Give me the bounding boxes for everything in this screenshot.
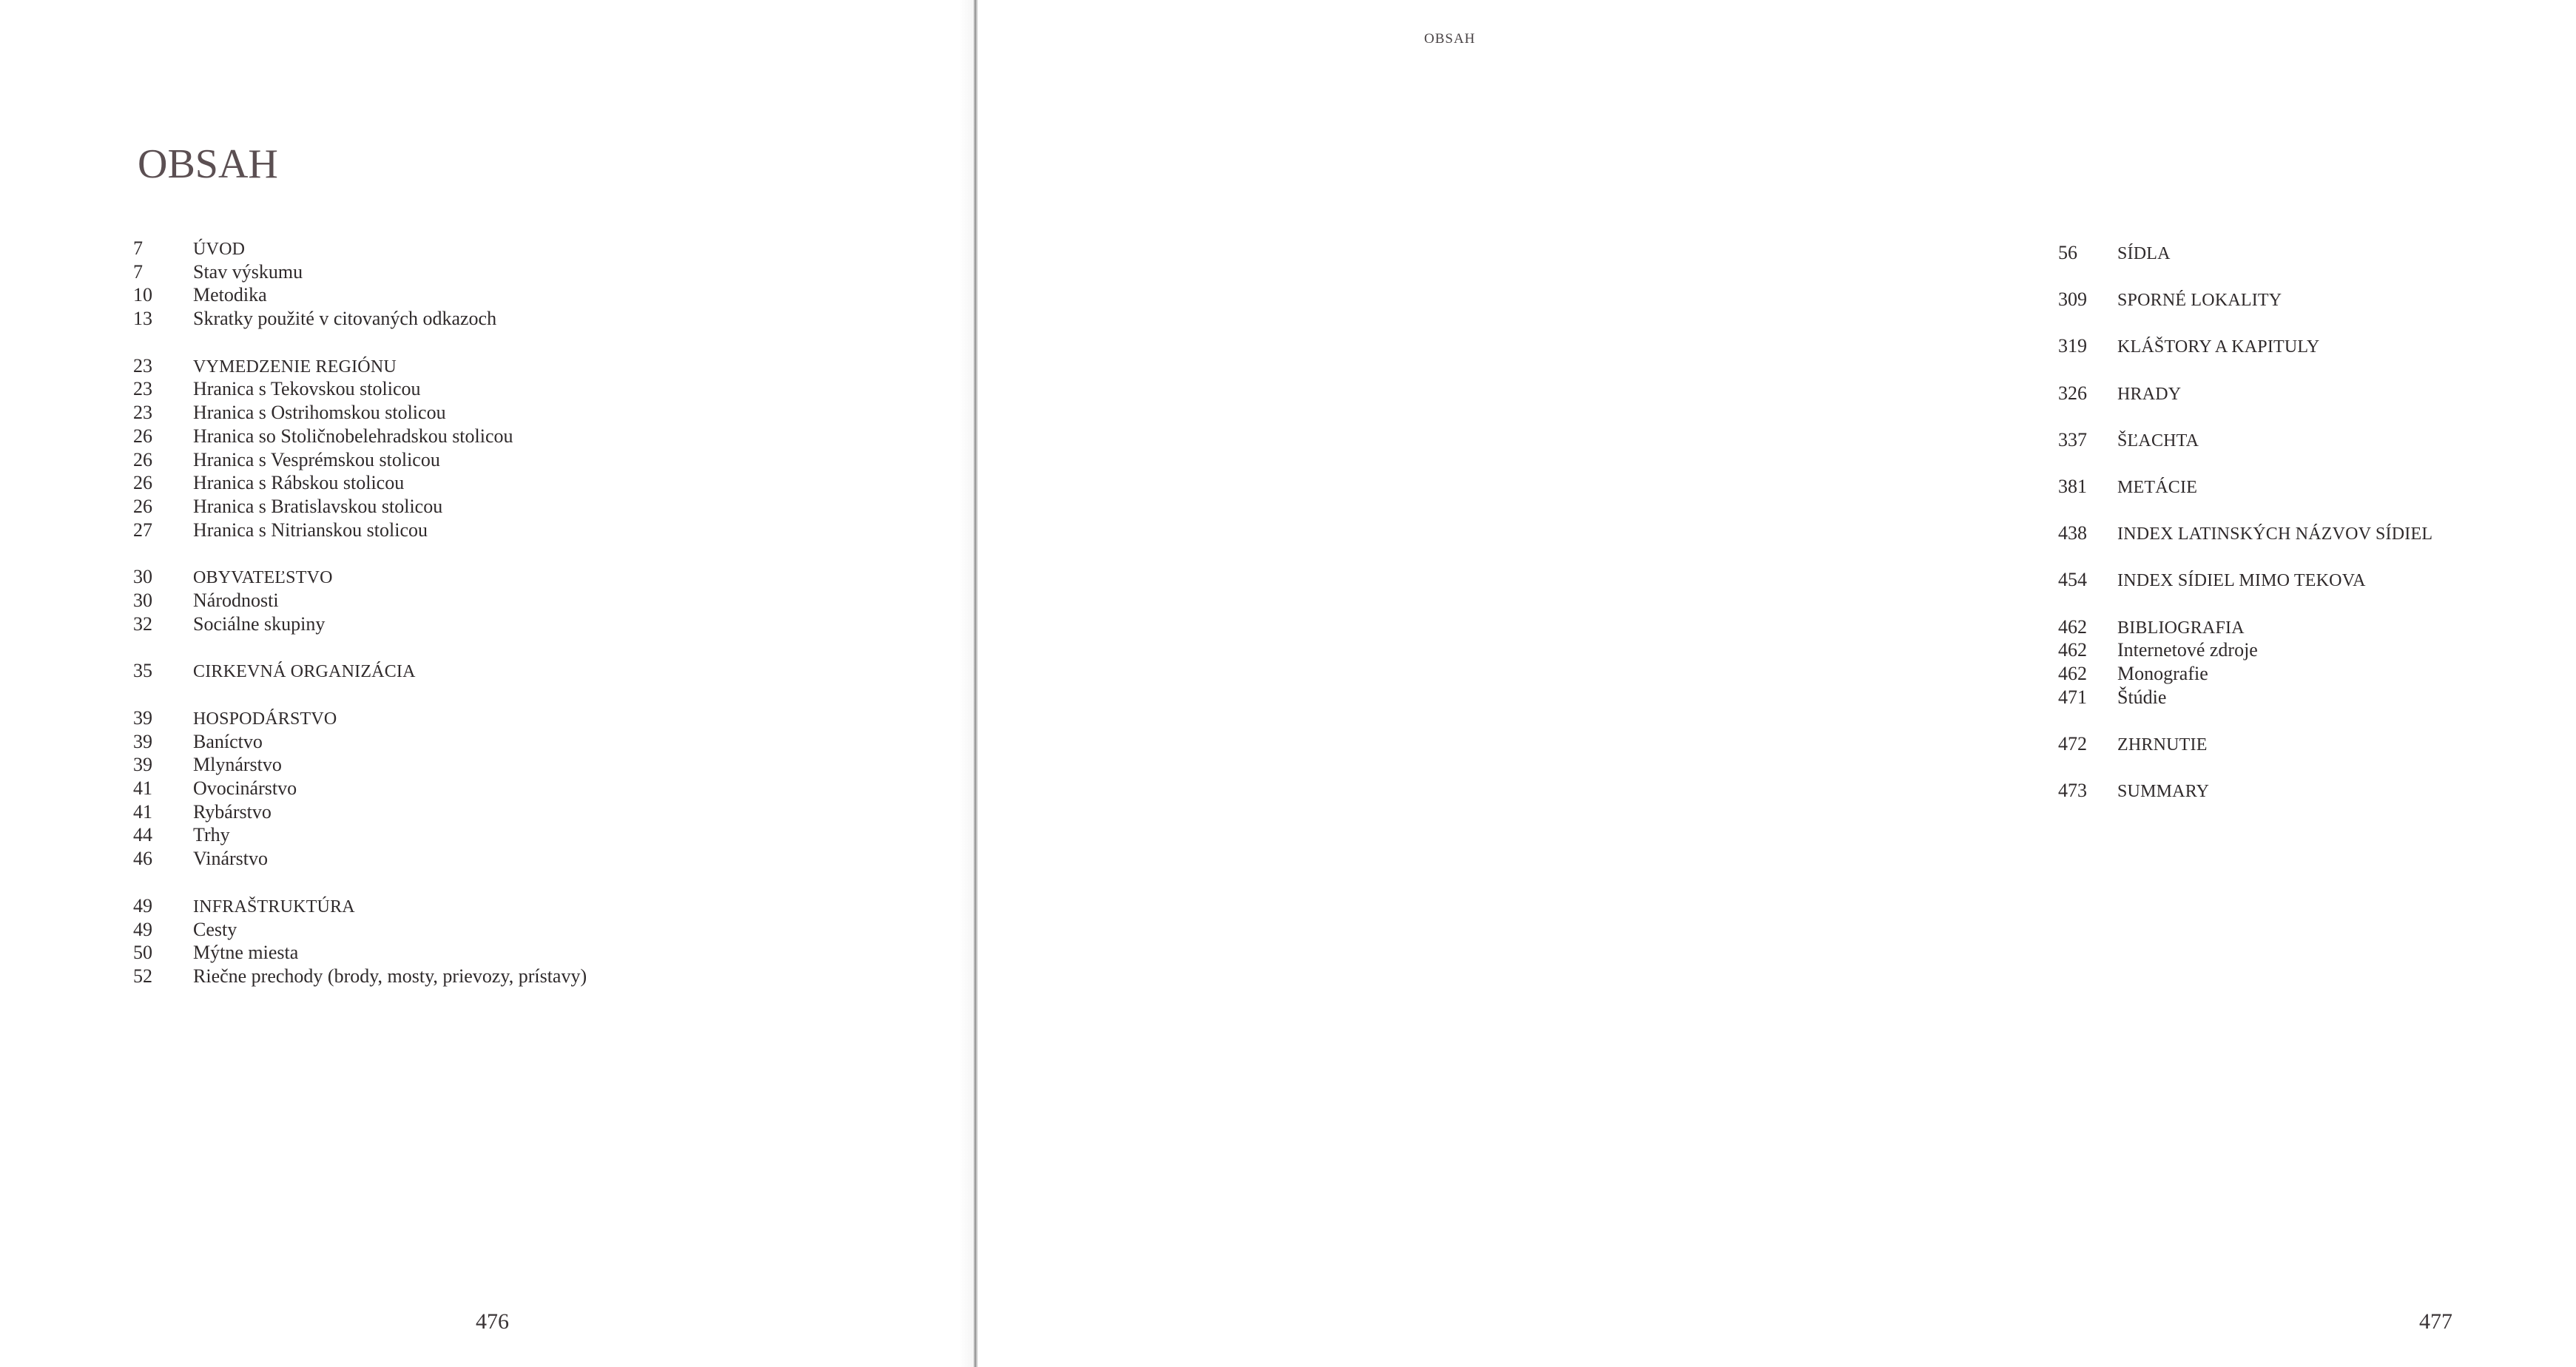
toc-entry	[2058, 662, 2576, 686]
toc-label: OBYVATEĽSTVO	[193, 568, 333, 588]
toc-page-number: 438	[2058, 522, 2087, 544]
toc-page-number: 471	[2058, 686, 2087, 708]
toc-label: INDEX LATINSKÝCH NÁZVOV SÍDIEL	[2117, 524, 2433, 544]
toc-entry	[133, 941, 799, 965]
toc-group	[133, 894, 799, 988]
toc-entry	[133, 519, 799, 542]
toc-label: Národnosti	[193, 589, 279, 611]
toc-label: Metodika	[193, 284, 267, 306]
toc-group	[133, 237, 799, 331]
toc-entry	[133, 589, 799, 612]
toc-heading-entry	[133, 237, 799, 260]
toc-page-number: 35	[133, 660, 152, 682]
toc-page-number: 41	[133, 800, 152, 823]
toc-label: ŠĽACHTA	[2117, 431, 2199, 450]
toc-label: Mýtne miesta	[193, 942, 299, 964]
toc-page-number: 23	[133, 378, 152, 400]
toc-entry	[133, 448, 799, 472]
toc-page-number: 49	[133, 918, 152, 940]
toc-page-number: 23	[133, 402, 152, 424]
toc-group	[133, 354, 799, 542]
toc-page-number: 50	[133, 942, 152, 964]
toc-group	[133, 659, 799, 683]
toc-page-number: 26	[133, 425, 152, 447]
toc-label: Rybárstvo	[193, 800, 272, 823]
toc-page-number: 26	[133, 472, 152, 494]
toc-group	[2058, 288, 2576, 311]
toc-label: Hranica s Vesprémskou stolicou	[193, 448, 440, 470]
toc-label: BIBLIOGRAFIA	[2117, 618, 2245, 638]
toc-heading-entry	[2058, 779, 2576, 803]
toc-label: ÚVOD	[193, 240, 246, 259]
toc-label: CIRKEVNÁ ORGANIZÁCIA	[193, 662, 416, 682]
toc-label: Hranica s Ostrihomskou stolicou	[193, 402, 446, 424]
toc-page-number: 32	[133, 612, 152, 635]
toc-label: Vinárstvo	[193, 848, 268, 870]
toc-page-number: 46	[133, 848, 152, 870]
toc-page-number: 39	[133, 730, 152, 752]
page-title: OBSAH	[138, 141, 278, 187]
toc-page-number: 44	[133, 824, 152, 846]
toc-page-number: 23	[133, 354, 152, 377]
toc-label: SUMMARY	[2117, 781, 2210, 801]
toc-page-number: 462	[2058, 639, 2087, 661]
toc-label: KLÁŠTORY A KAPITULY	[2117, 337, 2320, 357]
toc-group	[2058, 615, 2576, 709]
toc-page-number: 13	[133, 308, 152, 330]
toc-group	[2058, 779, 2576, 803]
toc-page-number: 41	[133, 777, 152, 800]
toc-label: Ovocinárstvo	[193, 777, 297, 800]
toc-heading-entry	[2058, 288, 2576, 311]
toc-page-number: 7	[133, 237, 143, 259]
running-head: OBSAH	[1424, 31, 1476, 47]
toc-group	[2058, 475, 2576, 499]
toc-page-number: 454	[2058, 569, 2087, 591]
toc-page-number: 52	[133, 965, 152, 987]
toc-group	[2058, 382, 2576, 405]
toc-group	[2058, 241, 2576, 265]
toc-label: Hranica s Bratislavskou stolicou	[193, 495, 443, 517]
page-number-right: 477	[2419, 1309, 2452, 1334]
toc-page-number: 26	[133, 448, 152, 470]
toc-heading-entry	[2058, 732, 2576, 756]
toc-entry	[133, 800, 799, 824]
toc-page-number: 56	[2058, 242, 2077, 263]
toc-heading-entry	[133, 894, 799, 918]
toc-label: Stav výskumu	[193, 260, 303, 283]
toc-page-number: 473	[2058, 779, 2087, 801]
toc-page-number: 326	[2058, 382, 2087, 404]
toc-page-number: 462	[2058, 662, 2087, 684]
toc-page-number: 39	[133, 707, 152, 729]
toc-page-number: 337	[2058, 428, 2087, 450]
toc-heading-entry	[2058, 382, 2576, 405]
toc-entry	[133, 283, 799, 307]
toc-entry	[133, 965, 799, 988]
toc-entry	[133, 401, 799, 425]
toc-label: Hranica s Tekovskou stolicou	[193, 378, 421, 400]
toc-page-number: 49	[133, 894, 152, 917]
toc-group	[2058, 522, 2576, 545]
left-page	[0, 0, 974, 1367]
toc-label: Trhy	[193, 824, 230, 846]
toc-page-number: 381	[2058, 475, 2087, 497]
toc-heading-entry	[2058, 334, 2576, 358]
toc-entry	[2058, 686, 2576, 709]
toc-label: Riečne prechody (brody, mosty, prievozy, prístavy)	[193, 965, 587, 987]
toc-left	[133, 237, 799, 1012]
toc-entry	[133, 307, 799, 331]
toc-label: Sociálne skupiny	[193, 612, 326, 635]
toc-label: HOSPODÁRSTVO	[193, 709, 337, 729]
toc-label: Štúdie	[2117, 686, 2167, 708]
toc-heading-entry	[2058, 568, 2576, 592]
toc-group	[2058, 428, 2576, 452]
toc-label: Cesty	[193, 918, 237, 940]
toc-heading-entry	[2058, 428, 2576, 452]
toc-group	[133, 706, 799, 871]
toc-label: Monografie	[2117, 662, 2208, 684]
toc-label: METÁCIE	[2117, 477, 2198, 497]
page-number-left: 476	[476, 1309, 509, 1334]
toc-page-number: 39	[133, 754, 152, 776]
toc-label: INFRAŠTRUKTÚRA	[193, 897, 355, 917]
toc-label: Mlynárstvo	[193, 754, 282, 776]
toc-group	[2058, 568, 2576, 592]
toc-entry	[133, 377, 799, 401]
toc-heading-entry	[2058, 522, 2576, 545]
toc-label: HRADY	[2117, 384, 2182, 404]
toc-label: INDEX SÍDIEL MIMO TEKOVA	[2117, 571, 2366, 591]
toc-label: ZHRNUTIE	[2117, 735, 2208, 755]
toc-page-number: 30	[133, 566, 152, 588]
toc-heading-entry	[133, 354, 799, 378]
toc-entry	[133, 823, 799, 847]
toc-heading-entry	[133, 659, 799, 683]
toc-label: Hranica s Nitrianskou stolicou	[193, 519, 428, 541]
toc-page-number: 7	[133, 260, 143, 283]
toc-page-number: 27	[133, 519, 152, 541]
toc-label: Hranica so Stoličnobelehradskou stolicou	[193, 425, 513, 447]
toc-label: Baníctvo	[193, 730, 263, 752]
toc-page-number: 26	[133, 495, 152, 517]
toc-entry	[133, 730, 799, 754]
toc-entry	[2058, 638, 2576, 662]
toc-group	[133, 565, 799, 635]
toc-label: Skratky použité v citovaných odkazoch	[193, 308, 497, 330]
toc-page-number: 462	[2058, 615, 2087, 638]
gutter-shadow	[959, 0, 974, 1367]
toc-label: VYMEDZENIE REGIÓNU	[193, 357, 397, 377]
toc-label: Hranica s Rábskou stolicou	[193, 472, 405, 494]
toc-page-number: 309	[2058, 288, 2087, 311]
toc-entry	[133, 777, 799, 800]
toc-page-number: 10	[133, 284, 152, 306]
toc-entry	[133, 612, 799, 636]
toc-right	[2058, 241, 2576, 826]
toc-page-number: 472	[2058, 732, 2087, 755]
toc-group	[2058, 732, 2576, 756]
toc-entry	[133, 918, 799, 942]
right-page	[978, 0, 2452, 1367]
toc-entry	[133, 260, 799, 284]
toc-page-number: 319	[2058, 335, 2087, 357]
toc-entry	[133, 847, 799, 871]
toc-heading-entry	[133, 706, 799, 730]
toc-entry	[133, 425, 799, 448]
toc-group	[2058, 334, 2576, 358]
toc-heading-entry	[2058, 241, 2576, 265]
toc-heading-entry	[2058, 475, 2576, 499]
toc-entry	[133, 495, 799, 519]
toc-label: SPORNÉ LOKALITY	[2117, 291, 2282, 311]
toc-heading-entry	[2058, 615, 2576, 639]
toc-heading-entry	[133, 565, 799, 589]
toc-label: Internetové zdroje	[2117, 639, 2258, 661]
toc-label: SÍDLA	[2117, 244, 2171, 263]
toc-entry	[133, 753, 799, 777]
toc-entry	[133, 471, 799, 495]
toc-page-number: 30	[133, 589, 152, 611]
